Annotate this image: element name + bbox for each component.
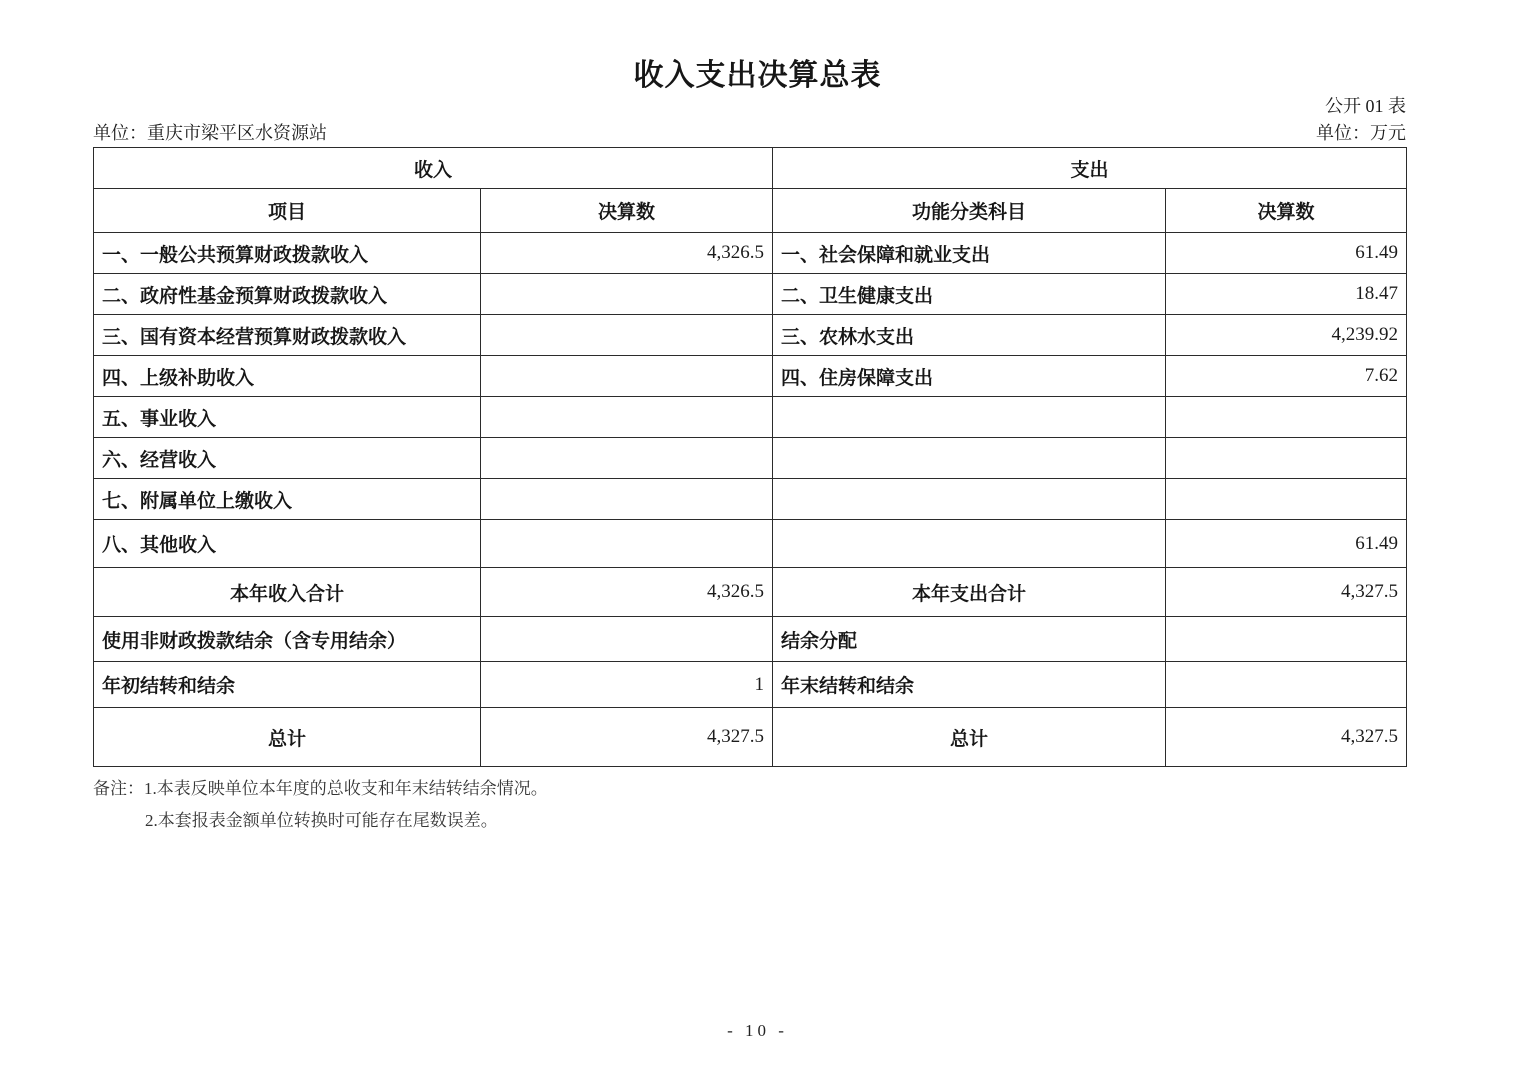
income-total-amount: 4,327.5 — [481, 708, 773, 767]
income-amount: 4,326.5 — [481, 233, 773, 274]
table-row — [94, 274, 1407, 315]
table-row — [94, 397, 1407, 438]
income-amount — [481, 617, 773, 662]
income-item-label: 二、政府性基金预算财政拨款收入 — [94, 274, 481, 315]
expenditure-item-label — [773, 479, 1166, 520]
table-row — [94, 479, 1407, 520]
income-amount — [481, 356, 773, 397]
col-header-functional-category: 功能分类科目 — [773, 189, 1166, 233]
expenditure-amount: 61.49 — [1166, 520, 1407, 568]
expenditure-item-label: 结余分配 — [773, 617, 1166, 662]
expenditure-amount — [1166, 479, 1407, 520]
table-row — [94, 438, 1407, 479]
income-item-label: 使用非财政拨款结余（含专用结余） — [94, 617, 481, 662]
income-item-label: 七、附属单位上缴收入 — [94, 479, 481, 520]
income-amount — [481, 274, 773, 315]
income-item-label: 年初结转和结余 — [94, 662, 481, 708]
expenditure-item-label: 二、卫生健康支出 — [773, 274, 1166, 315]
group-header-row — [94, 148, 1407, 189]
expenditure-subtotal-label: 本年支出合计 — [773, 568, 1166, 617]
unit-info-row — [93, 119, 1406, 145]
expenditure-amount: 4,239.92 — [1166, 315, 1407, 356]
income-amount — [481, 397, 773, 438]
income-amount — [481, 438, 773, 479]
expenditure-total-amount: 4,327.5 — [1166, 708, 1407, 767]
income-item-label: 三、国有资本经营预算财政拨款收入 — [94, 315, 481, 356]
expenditure-item-label: 三、农林水支出 — [773, 315, 1166, 356]
income-item-label: 八、其他收入 — [94, 520, 481, 568]
table-row — [94, 520, 1407, 568]
table-row — [94, 356, 1407, 397]
income-item-label: 四、上级补助收入 — [94, 356, 481, 397]
table-row — [94, 233, 1407, 274]
income-subtotal-label: 本年收入合计 — [94, 568, 481, 617]
page-number: - 10 - — [727, 1021, 788, 1040]
expenditure-subtotal-amount: 4,327.5 — [1166, 568, 1407, 617]
grand-total-row — [94, 708, 1407, 767]
expenditure-item-label: 一、社会保障和就业支出 — [773, 233, 1166, 274]
expenditure-item-label — [773, 397, 1166, 438]
income-group-header: 收入 — [94, 148, 773, 189]
expenditure-item-label — [773, 438, 1166, 479]
table-row — [94, 617, 1407, 662]
footnote-line-1 — [93, 773, 1406, 805]
expenditure-amount — [1166, 662, 1407, 708]
footnote-text-2: 2.本套报表金额单位转换时可能存在尾数误差。 — [145, 811, 498, 830]
income-item-label: 一、一般公共预算财政拨款收入 — [94, 233, 481, 274]
table-row — [94, 662, 1407, 708]
unit-name-label: 单位：重庆市梁平区水资源站 — [93, 123, 327, 143]
column-header-row — [94, 189, 1407, 233]
expenditure-amount: 7.62 — [1166, 356, 1407, 397]
footnotes-label: 备注： — [93, 779, 144, 798]
income-amount — [481, 315, 773, 356]
income-amount: 1 — [481, 662, 773, 708]
expenditure-amount: 61.49 — [1166, 233, 1407, 274]
income-subtotal-amount: 4,326.5 — [481, 568, 773, 617]
income-item-label: 六、经营收入 — [94, 438, 481, 479]
subtotal-row — [94, 568, 1407, 617]
expenditure-item-label: 四、住房保障支出 — [773, 356, 1166, 397]
expenditure-amount — [1166, 617, 1407, 662]
expenditure-amount — [1166, 438, 1407, 479]
table-row — [94, 315, 1407, 356]
table-code-label: 公开 01 表 — [1325, 96, 1406, 116]
col-header-income-amount: 决算数 — [481, 189, 773, 233]
page-title: 收入支出决算总表 — [633, 59, 882, 92]
col-header-expenditure-amount: 决算数 — [1166, 189, 1407, 233]
income-item-label: 五、事业收入 — [94, 397, 481, 438]
unit-measure-label: 单位：万元 — [1316, 123, 1406, 143]
income-amount — [481, 479, 773, 520]
col-header-income-item: 项目 — [94, 189, 481, 233]
expenditure-item-label: 年末结转和结余 — [773, 662, 1166, 708]
expenditure-amount — [1166, 397, 1407, 438]
expenditure-item-label — [773, 520, 1166, 568]
income-expenditure-summary-table — [93, 147, 1407, 767]
footnote-text-1: 1.本表反映单位本年度的总收支和年末结转结余情况。 — [144, 779, 548, 798]
footnote-line-2 — [93, 805, 1406, 837]
expenditure-group-header: 支出 — [773, 148, 1407, 189]
expenditure-amount: 18.47 — [1166, 274, 1407, 315]
footnotes — [93, 773, 1406, 837]
income-amount — [481, 520, 773, 568]
expenditure-total-label: 总计 — [773, 708, 1166, 767]
income-total-label: 总计 — [94, 708, 481, 767]
